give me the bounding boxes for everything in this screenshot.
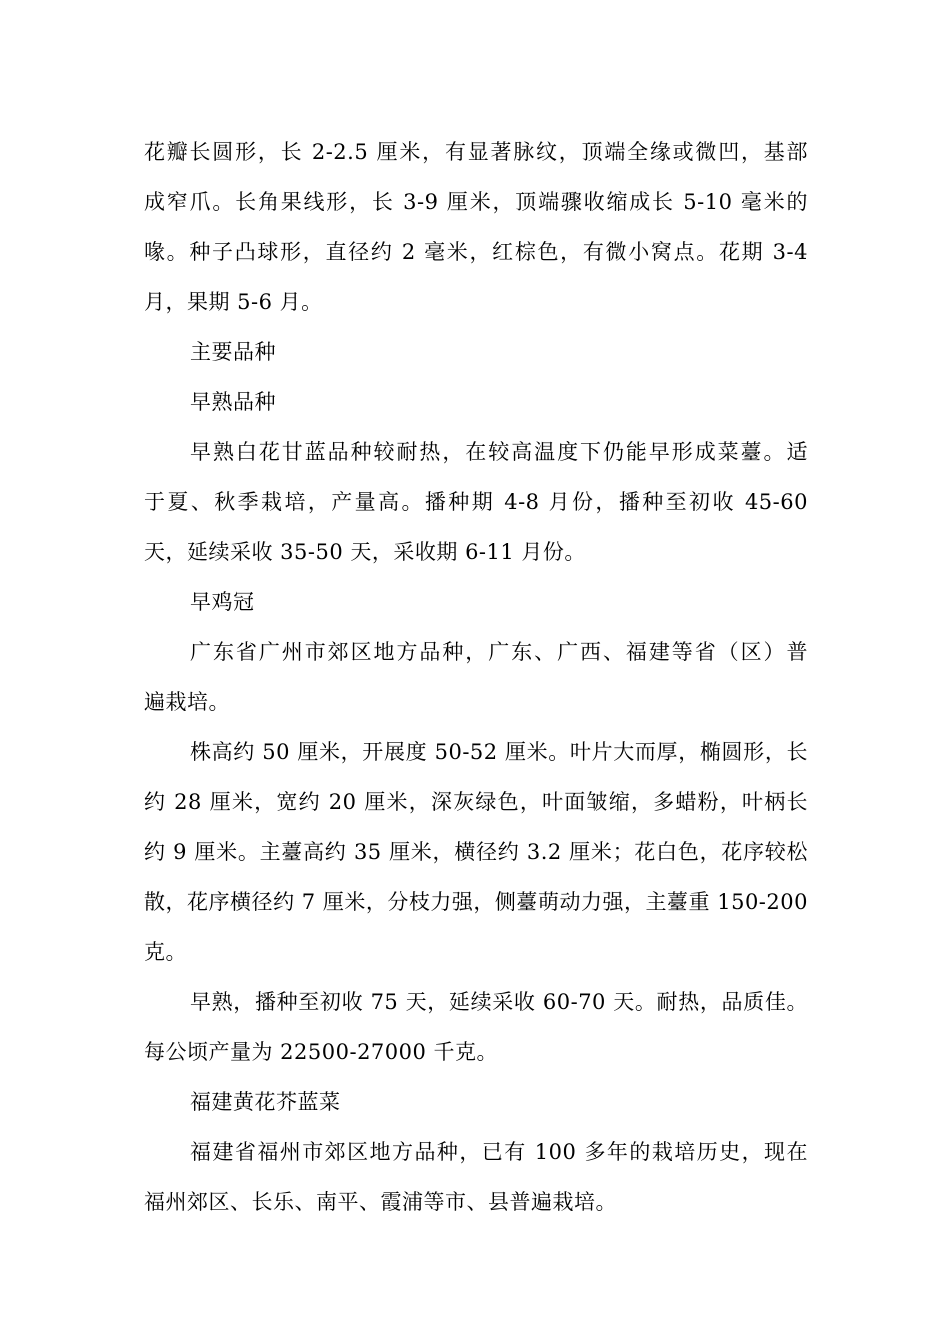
text-line: 早熟白花甘蓝品种较耐热，在较高温度下仍能早形成菜薹。适 <box>190 440 808 464</box>
text-line: 于夏、秋季栽培，产量高。播种期 4-8 月份，播种至初收 45-60 <box>144 490 808 514</box>
text-line: 福州郊区、长乐、南平、霞浦等市、县普遍栽培。 <box>144 1190 617 1214</box>
subsection-heading: 早熟品种 <box>190 390 276 414</box>
text-line: 成窄爪。长角果线形，长 3-9 厘米，顶端骤收缩成长 5-10 毫米的 <box>144 190 808 214</box>
variety-heading: 福建黄花芥蓝菜 <box>190 1090 341 1114</box>
text-line: 散，花序横径约 7 厘米，分枝力强，侧薹萌动力强，主薹重 150-200 <box>144 890 808 914</box>
text-line: 早熟，播种至初收 75 天，延续采收 60-70 天。耐热，品质佳。 <box>190 990 808 1014</box>
text-line: 广东省广州市郊区地方品种，广东、广西、福建等省（区）普 <box>190 640 808 664</box>
text-line: 天，延续采收 35-50 天，采收期 6-11 月份。 <box>144 540 586 564</box>
text-line: 福建省福州市郊区地方品种，已有 100 多年的栽培历史，现在 <box>190 1140 808 1164</box>
section-heading: 主要品种 <box>190 340 276 364</box>
text-line: 约 9 厘米。主薹高约 35 厘米，横径约 3.2 厘米；花白色，花序较松 <box>144 840 808 864</box>
text-line: 月，果期 5-6 月。 <box>144 290 323 314</box>
text-line: 克。 <box>144 940 187 964</box>
text-line: 每公顷产量为 22500-27000 千克。 <box>144 1040 499 1064</box>
text-line: 株高约 50 厘米，开展度 50-52 厘米。叶片大而厚，椭圆形，长 <box>190 740 808 764</box>
text-line: 花瓣长圆形，长 2-2.5 厘米，有显著脉纹，顶端全缘或微凹，基部 <box>144 140 808 164</box>
variety-heading: 早鸡冠 <box>190 590 255 614</box>
text-line: 约 28 厘米，宽约 20 厘米，深灰绿色，叶面皱缩，多蜡粉，叶柄长 <box>144 790 808 814</box>
text-line: 遍栽培。 <box>144 690 230 714</box>
text-line: 喙。种子凸球形，直径约 2 毫米，红棕色，有微小窝点。花期 3-4 <box>144 240 808 264</box>
